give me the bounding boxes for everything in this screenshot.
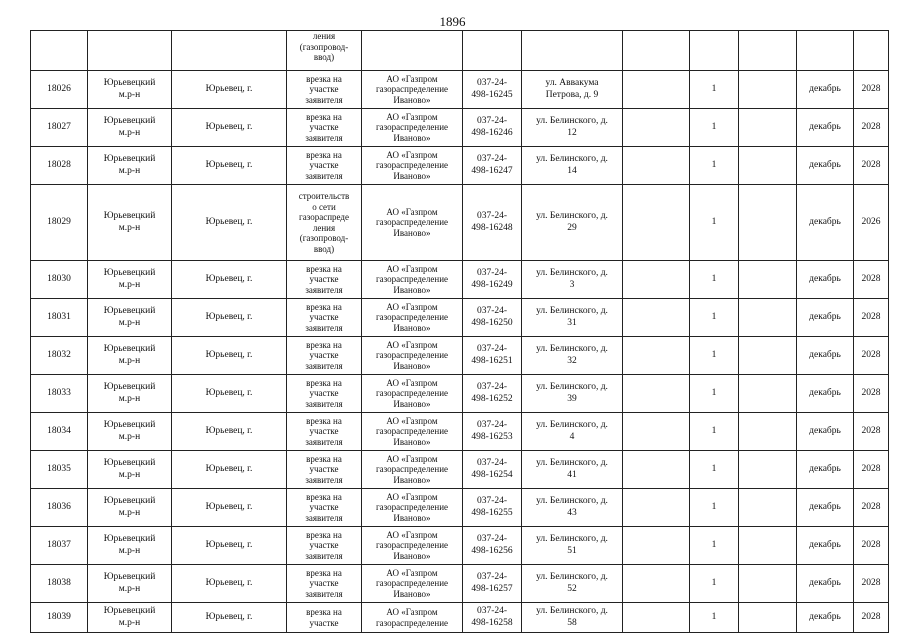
cell-registration-code: 037-24- 498-16255 (463, 489, 522, 527)
cell-quantity: 1 (690, 451, 739, 489)
cell-organization: АО «Газпром газораспределение Иваново» (362, 565, 463, 603)
cell-empty (739, 337, 797, 375)
cell-work-type: врезка на участке заявителя (287, 451, 362, 489)
cell-empty (623, 299, 690, 337)
table-row (31, 147, 889, 185)
cell-work-type: врезка на участке заявителя (287, 337, 362, 375)
cell-district: Юрьевецкий м.р-н (88, 185, 172, 261)
cell-empty (739, 451, 797, 489)
cell-year: 2028 (854, 337, 889, 375)
cell-year: 2028 (854, 489, 889, 527)
cell-empty (739, 565, 797, 603)
cell-address: ул. Белинского, д. 4 (522, 413, 623, 451)
cell-empty (739, 603, 797, 633)
cell-year: 2028 (854, 527, 889, 565)
cell-organization: АО «Газпром газораспределение (362, 603, 463, 633)
cell-address: ул. Белинского, д. 51 (522, 527, 623, 565)
cell-quantity: 1 (690, 565, 739, 603)
cell-quantity: 1 (690, 413, 739, 451)
cell-organization: АО «Газпром газораспределение Иваново» (362, 527, 463, 565)
cell-settlement: Юрьевец, г. (172, 147, 287, 185)
cell-empty (623, 603, 690, 633)
cell-empty (623, 109, 690, 147)
cell-number: 18036 (31, 489, 88, 527)
cell-quantity: 1 (690, 299, 739, 337)
cell-work-type: врезка на участке заявителя (287, 375, 362, 413)
cell-number: 18030 (31, 261, 88, 299)
cell-year: 2028 (854, 147, 889, 185)
cell-registration-code: 037-24- 498-16256 (463, 527, 522, 565)
cell-month: декабрь (797, 603, 854, 633)
cell-work-type: врезка на участке заявителя (287, 261, 362, 299)
cell-empty (623, 185, 690, 261)
cell-quantity: 1 (690, 489, 739, 527)
cell-number: 18029 (31, 185, 88, 261)
cell-organization: АО «Газпром газораспределение Иваново» (362, 299, 463, 337)
cell-registration-code: 037-24- 498-16257 (463, 565, 522, 603)
cell-address: ул. Белинского, д. 43 (522, 489, 623, 527)
cell-address: ул. Белинского, д. 39 (522, 375, 623, 413)
cell-district: Юрьевецкий м.р-н (88, 375, 172, 413)
cell-district: Юрьевецкий м.р-н (88, 527, 172, 565)
cell-registration-code: 037-24- 498-16249 (463, 261, 522, 299)
cell-quantity: 1 (690, 109, 739, 147)
cell-work-type: строительств о сети газораспреде ления (газопровод- ввод) (287, 185, 362, 261)
cell-quantity: 1 (690, 527, 739, 565)
cell-organization: АО «Газпром газораспределение Иваново» (362, 489, 463, 527)
cell-settlement: Юрьевец, г. (172, 451, 287, 489)
cell-empty (739, 299, 797, 337)
table-row (31, 413, 889, 451)
cell-organization: АО «Газпром газораспределение Иваново» (362, 185, 463, 261)
cell-district: Юрьевецкий м.р-н (88, 71, 172, 109)
cell-district: Юрьевецкий м.р-н (88, 451, 172, 489)
cell-organization: АО «Газпром газораспределение Иваново» (362, 451, 463, 489)
cell-address: ул. Белинского, д. 31 (522, 299, 623, 337)
cell-empty (739, 527, 797, 565)
cell-empty (739, 375, 797, 413)
table-row (31, 565, 889, 603)
cell-year: 2028 (854, 565, 889, 603)
table-row (31, 451, 889, 489)
cell-registration-code: 037-24- 498-16251 (463, 337, 522, 375)
cell-empty (88, 31, 172, 71)
cell-empty (172, 31, 287, 71)
cell-district: Юрьевецкий м.р-н (88, 109, 172, 147)
cell-month: декабрь (797, 451, 854, 489)
cell-settlement: Юрьевец, г. (172, 185, 287, 261)
cell-empty (362, 31, 463, 71)
cell-work-type: врезка на участке заявителя (287, 299, 362, 337)
cell-district: Юрьевецкий м.р-н (88, 565, 172, 603)
cell-empty (739, 185, 797, 261)
cell-number: 18028 (31, 147, 88, 185)
cell-number: 18039 (31, 603, 88, 633)
table-body (31, 31, 889, 633)
cell-organization: АО «Газпром газораспределение Иваново» (362, 413, 463, 451)
cell-month: декабрь (797, 337, 854, 375)
table-row (31, 375, 889, 413)
cell-empty (739, 261, 797, 299)
cell-work-type: врезка на участке заявителя (287, 109, 362, 147)
cell-month: декабрь (797, 185, 854, 261)
table-row (31, 261, 889, 299)
table-row (31, 299, 889, 337)
cell-empty (690, 31, 739, 71)
cell-quantity: 1 (690, 185, 739, 261)
cell-number: 18026 (31, 71, 88, 109)
cell-empty (739, 147, 797, 185)
cell-settlement: Юрьевец, г. (172, 603, 287, 633)
cell-district: Юрьевецкий м.р-н (88, 337, 172, 375)
page-number: 1896 (439, 14, 466, 29)
cell-empty (522, 31, 623, 71)
cell-empty (623, 71, 690, 109)
cell-district: Юрьевецкий м.р-н (88, 147, 172, 185)
gas-connection-table (30, 30, 889, 633)
cell-settlement: Юрьевец, г. (172, 527, 287, 565)
cell-address: ул. Белинского, д. 12 (522, 109, 623, 147)
cell-year: 2028 (854, 261, 889, 299)
cell-month: декабрь (797, 527, 854, 565)
cell-empty (623, 31, 690, 71)
cell-number: 18027 (31, 109, 88, 147)
table-row (31, 109, 889, 147)
cell-year: 2028 (854, 451, 889, 489)
cell-work-type: врезка на участке заявителя (287, 527, 362, 565)
cell-settlement: Юрьевец, г. (172, 71, 287, 109)
cell-empty (623, 337, 690, 375)
cell-quantity: 1 (690, 261, 739, 299)
cell-empty (463, 31, 522, 71)
cell-number: 18034 (31, 413, 88, 451)
cell-work-type: врезка на участке заявителя (287, 413, 362, 451)
cell-number: 18032 (31, 337, 88, 375)
cell-empty (623, 451, 690, 489)
cell-organization: АО «Газпром газораспределение Иваново» (362, 375, 463, 413)
cell-address: ул. Белинского, д. 3 (522, 261, 623, 299)
cell-settlement: Юрьевец, г. (172, 261, 287, 299)
cell-organization: АО «Газпром газораспределение Иваново» (362, 71, 463, 109)
cell-district: Юрьевецкий м.р-н (88, 299, 172, 337)
cell-district: Юрьевецкий м.р-н (88, 603, 172, 633)
cell-registration-code: 037-24- 498-16247 (463, 147, 522, 185)
cell-number: 18033 (31, 375, 88, 413)
cell-settlement: Юрьевец, г. (172, 565, 287, 603)
cell-empty (623, 565, 690, 603)
cell-empty (623, 527, 690, 565)
cell-address: ул. Белинского, д. 29 (522, 185, 623, 261)
cell-registration-code: 037-24- 498-16253 (463, 413, 522, 451)
cell-empty (623, 489, 690, 527)
cell-registration-code: 037-24- 498-16250 (463, 299, 522, 337)
cell-settlement: Юрьевец, г. (172, 299, 287, 337)
cell-month: декабрь (797, 261, 854, 299)
cell-registration-code: 037-24- 498-16254 (463, 451, 522, 489)
cell-year: 2026 (854, 185, 889, 261)
cell-registration-code: 037-24- 498-16252 (463, 375, 522, 413)
cell-work-type: врезка на участке заявителя (287, 71, 362, 109)
cell-registration-code: 037-24- 498-16246 (463, 109, 522, 147)
table-row (31, 71, 889, 109)
cell-registration-code: 037-24- 498-16248 (463, 185, 522, 261)
cell-empty (739, 413, 797, 451)
cell-year: 2028 (854, 109, 889, 147)
cell-empty (739, 109, 797, 147)
cell-settlement: Юрьевец, г. (172, 337, 287, 375)
cell-month: декабрь (797, 299, 854, 337)
cell-month: декабрь (797, 413, 854, 451)
cell-organization: АО «Газпром газораспределение Иваново» (362, 337, 463, 375)
cell-number: 18035 (31, 451, 88, 489)
table-row (31, 337, 889, 375)
cell-work-type: врезка на участке (287, 603, 362, 633)
table-row (31, 527, 889, 565)
cell-organization: АО «Газпром газораспределение Иваново» (362, 109, 463, 147)
cell-quantity: 1 (690, 603, 739, 633)
cell-month: декабрь (797, 71, 854, 109)
cell-settlement: Юрьевец, г. (172, 413, 287, 451)
cell-year: 2028 (854, 413, 889, 451)
cell-empty (31, 31, 88, 71)
cell-district: Юрьевецкий м.р-н (88, 489, 172, 527)
cell-month: декабрь (797, 147, 854, 185)
cell-year: 2028 (854, 299, 889, 337)
cell-quantity: 1 (690, 71, 739, 109)
cell-work-type: врезка на участке заявителя (287, 565, 362, 603)
cell-empty (623, 375, 690, 413)
cell-empty (797, 31, 854, 71)
cell-district: Юрьевецкий м.р-н (88, 413, 172, 451)
cell-year: 2028 (854, 375, 889, 413)
cell-empty (739, 71, 797, 109)
cell-registration-code: 037-24- 498-16258 (463, 603, 522, 633)
cell-address: ул. Белинского, д. 41 (522, 451, 623, 489)
cell-month: декабрь (797, 109, 854, 147)
cell-address: ул. Белинского, д. 58 (522, 603, 623, 633)
cell-address: ул. Белинского, д. 14 (522, 147, 623, 185)
cell-address: ул. Белинского, д. 52 (522, 565, 623, 603)
cell-quantity: 1 (690, 375, 739, 413)
cell-work-type: врезка на участке заявителя (287, 147, 362, 185)
cell-organization: АО «Газпром газораспределение Иваново» (362, 147, 463, 185)
cell-number: 18038 (31, 565, 88, 603)
cell-registration-code: 037-24- 498-16245 (463, 71, 522, 109)
cell-address: ул. Аввакума Петрова, д. 9 (522, 71, 623, 109)
cell-organization: АО «Газпром газораспределение Иваново» (362, 261, 463, 299)
cell-year: 2028 (854, 603, 889, 633)
table-row (31, 603, 889, 633)
cell-work-type: ления (газопровод- ввод) (287, 31, 362, 71)
cell-address: ул. Белинского, д. 32 (522, 337, 623, 375)
cell-settlement: Юрьевец, г. (172, 109, 287, 147)
cell-number: 18037 (31, 527, 88, 565)
cell-empty (739, 31, 797, 71)
table-row-continued (31, 31, 889, 71)
cell-empty (854, 31, 889, 71)
cell-empty (623, 147, 690, 185)
cell-number: 18031 (31, 299, 88, 337)
table-row (31, 185, 889, 261)
cell-work-type: врезка на участке заявителя (287, 489, 362, 527)
cell-month: декабрь (797, 565, 854, 603)
table-row (31, 489, 889, 527)
cell-empty (739, 489, 797, 527)
cell-empty (623, 413, 690, 451)
cell-settlement: Юрьевец, г. (172, 375, 287, 413)
cell-quantity: 1 (690, 337, 739, 375)
cell-year: 2028 (854, 71, 889, 109)
cell-month: декабрь (797, 375, 854, 413)
cell-empty (623, 261, 690, 299)
cell-month: декабрь (797, 489, 854, 527)
cell-quantity: 1 (690, 147, 739, 185)
cell-district: Юрьевецкий м.р-н (88, 261, 172, 299)
cell-settlement: Юрьевец, г. (172, 489, 287, 527)
